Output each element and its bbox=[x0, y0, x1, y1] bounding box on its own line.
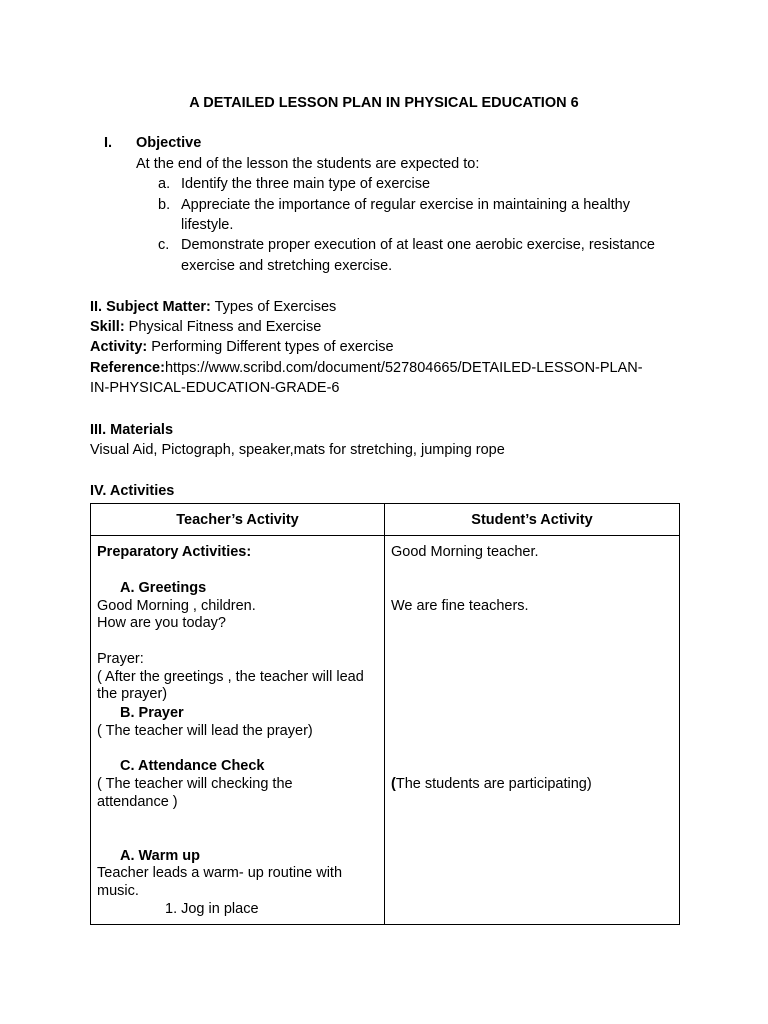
warmup-heading: A. Warm up bbox=[120, 848, 201, 864]
student-participation-text: The students are participating) bbox=[395, 776, 592, 792]
table-header-row bbox=[91, 504, 680, 536]
activities-table bbox=[90, 503, 680, 925]
skill-value: Physical Fitness and Exercise bbox=[124, 319, 322, 335]
subject-matter-label: II. Subject Matter: bbox=[90, 299, 211, 315]
student-response: Good Morning teacher. bbox=[391, 544, 539, 560]
student-response: We are fine teachers. bbox=[391, 598, 529, 614]
warmup-text: Teacher leads a warm- up routine with bbox=[97, 865, 343, 881]
objective-intro: At the end of the lesson the students are expected to: bbox=[136, 156, 480, 172]
reference-line bbox=[90, 361, 643, 376]
prayer-heading: B. Prayer bbox=[120, 705, 184, 721]
objective-item-marker: c. bbox=[158, 237, 170, 253]
attendance-text: attendance ) bbox=[97, 794, 178, 810]
warmup-list-item: 1. Jog in place bbox=[165, 901, 259, 917]
attendance-heading: C. Attendance Check bbox=[120, 758, 265, 774]
reference-link-continued[interactable]: IN-PHYSICAL-EDUCATION-GRADE-6 bbox=[90, 380, 340, 396]
materials-heading: III. Materials bbox=[90, 422, 174, 438]
objective-item-text: Appreciate the importance of regular exercise in maintaining a healthy bbox=[181, 197, 630, 213]
prayer-note: ( The teacher will lead the prayer) bbox=[97, 723, 313, 739]
student-activity-header: Student’s Activity bbox=[385, 504, 680, 536]
subject-matter-line bbox=[90, 300, 336, 315]
activity-line bbox=[90, 340, 394, 355]
objective-item-text: Demonstrate proper execution of at least one aerobic exercise, resistance bbox=[181, 237, 655, 253]
greetings-text: Good Morning , children. bbox=[97, 598, 256, 614]
attendance-text: ( The teacher will checking the bbox=[97, 776, 293, 792]
objective-heading: Objective bbox=[136, 135, 202, 151]
objective-item-marker: a. bbox=[158, 176, 171, 192]
teacher-activity-header: Teacher’s Activity bbox=[91, 504, 385, 536]
objective-item-text: lifestyle. bbox=[181, 217, 234, 233]
paren-open: ( bbox=[391, 776, 396, 792]
objective-numeral: I. bbox=[104, 135, 113, 151]
activity-value: Performing Different types of exercise bbox=[147, 339, 394, 355]
skill-label: Skill: bbox=[90, 319, 125, 335]
teacher-activity-cell bbox=[91, 536, 385, 925]
prayer-label: Prayer: bbox=[97, 651, 144, 667]
subject-matter-value: Types of Exercises bbox=[210, 299, 337, 315]
objective-item-text: exercise and stretching exercise. bbox=[181, 258, 393, 274]
objective-item-marker: b. bbox=[158, 197, 171, 213]
greetings-heading: A. Greetings bbox=[120, 580, 207, 596]
prayer-text: ( After the greetings , the teacher will lead bbox=[97, 669, 364, 685]
prayer-text: the prayer) bbox=[97, 686, 168, 702]
reference-link[interactable]: https://www.scribd.com/document/527804665/DETAILED-LESSON-PLAN- bbox=[164, 360, 643, 376]
objective-item-text: Identify the three main type of exercise bbox=[181, 176, 431, 192]
activities-heading: IV. Activities bbox=[90, 483, 175, 499]
materials-text: Visual Aid, Pictograph, speaker,mats for stretching, jumping rope bbox=[90, 442, 505, 458]
student-response bbox=[391, 777, 592, 792]
student-activity-cell bbox=[385, 536, 680, 925]
preparatory-heading: Preparatory Activities: bbox=[97, 544, 252, 560]
page-title: A DETAILED LESSON PLAN IN PHYSICAL EDUCATION 6 bbox=[189, 95, 579, 111]
activity-label: Activity: bbox=[90, 339, 148, 355]
skill-line bbox=[90, 320, 321, 335]
warmup-text: music. bbox=[97, 883, 139, 899]
table-row bbox=[91, 536, 680, 925]
reference-label: Reference: bbox=[90, 360, 165, 376]
greetings-text: How are you today? bbox=[97, 615, 226, 631]
